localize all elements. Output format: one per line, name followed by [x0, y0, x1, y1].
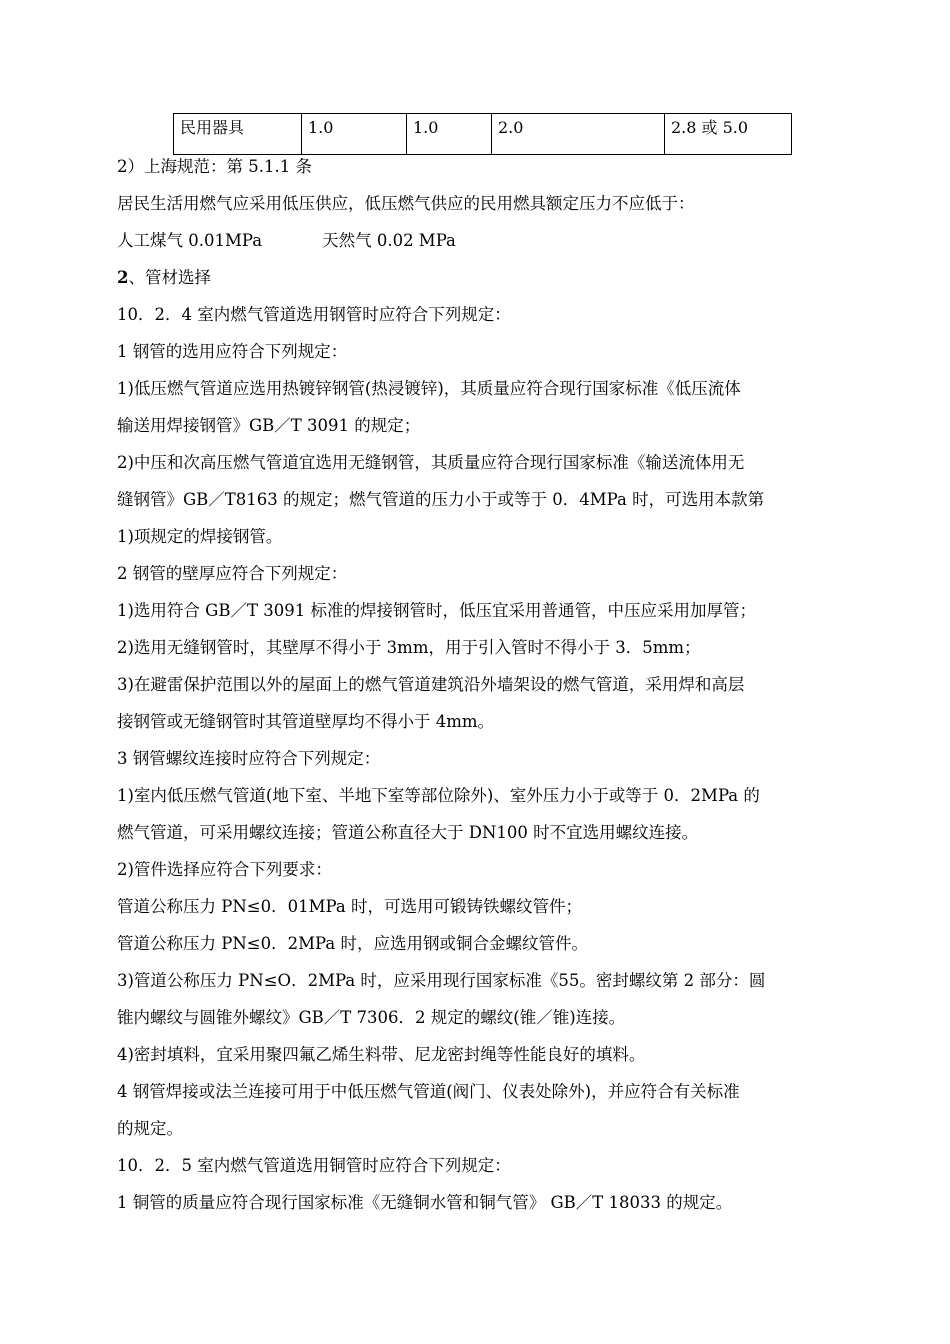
text-line: 2 钢管的壁厚应符合下列规定： [117, 564, 348, 583]
gas-value-artificial: 人工煤气 0.01MPa [117, 231, 263, 250]
text-line: 2)选用无缝钢管时，其壁厚不得小于 3mm，用于引入管时不得小于 3．5mm； [117, 638, 701, 657]
text-line: 4)密封填料，宜采用聚四氟乙烯生料带、尼龙密封绳等性能良好的填料。 [117, 1045, 646, 1064]
section-heading [117, 259, 837, 296]
text-line: 1)项规定的焊接钢管。 [117, 527, 283, 546]
gas-value-natural: 天然气 0.02 MPa [322, 231, 456, 250]
text-line: 3)在避雷保护范围以外的屋面上的燃气管道建筑沿外墙架设的燃气管道，采用焊和高层 [117, 675, 745, 694]
text-line: 1 钢管的选用应符合下列规定： [117, 342, 348, 361]
text-line: 3)管道公称压力 PN≤O．2MPa 时，应采用现行国家标准《55。密封螺纹第 2 部分：圆 [117, 971, 766, 990]
text-line: 输送用焊接钢管》GB／T 3091 的规定； [117, 416, 421, 435]
text-line: 3 钢管螺纹连接时应符合下列规定： [117, 749, 381, 768]
table-cell: 1.0 [407, 114, 492, 155]
text-line: 2)中压和次高压燃气管道宜选用无缝钢管，其质量应符合现行国家标准《输送流体用无 [117, 453, 745, 472]
text-line: 锥内螺纹与圆锥外螺纹》GB／T 7306．2 规定的螺纹(锥／锥)连接。 [117, 1008, 626, 1027]
table-cell: 民用器具 [174, 114, 302, 155]
section-number: 2 [117, 268, 129, 287]
text-line: 管道公称压力 PN≤0．2MPa 时，应选用钢或铜合金螺纹管件。 [117, 934, 588, 953]
text-line: 燃气管道，可采用螺纹连接；管道公称直径大于 DN100 时不宜选用螺纹连接。 [117, 823, 699, 842]
text-line: 1)低压燃气管道应选用热镀锌钢管(热浸镀锌)，其质量应符合现行国家标准《低压流体 [117, 379, 741, 398]
text-line: 接钢管或无缝钢管时其管道壁厚均不得小于 4mm。 [117, 712, 495, 731]
text-line: 4 钢管焊接或法兰连接可用于中低压燃气管道(阀门、仪表处除外)，并应符合有关标准 [117, 1082, 740, 1101]
text-line: 1)室内低压燃气管道(地下室、半地下室等部位除外)、室外压力小于或等于 0．2MPa 的 [117, 786, 760, 805]
body-text [117, 148, 837, 1221]
table-cell: 2.0 [492, 114, 665, 155]
section-title: 、管材选择 [128, 268, 211, 287]
text-line: 1)选用符合 GB／T 3091 标准的焊接钢管时，低压宜采用普通管，中压应采用加厚管； [117, 601, 756, 620]
text-line: 2)管件选择应符合下列要求： [117, 860, 332, 879]
text-line: 2）上海规范：第 5.1.1 条 [117, 157, 312, 176]
text-line: 缝钢管》GB／T8163 的规定；燃气管道的压力小于或等于 0．4MPa 时，可选用本款第 [117, 490, 765, 509]
table-cell: 2.8 或 5.0 [665, 114, 792, 155]
text-line: 居民生活用燃气应采用低压供应，低压燃气供应的民用燃具额定压力不应低于： [117, 194, 695, 213]
text-line: 10．2．5 室内燃气管道选用铜管时应符合下列规定： [117, 1156, 511, 1175]
text-line: 的规定。 [117, 1119, 183, 1138]
text-line: 管道公称压力 PN≤0．01MPa 时，可选用可锻铸铁螺纹管件； [117, 897, 582, 916]
text-line [117, 222, 837, 259]
text-line: 10．2．4 室内燃气管道选用钢管时应符合下列规定： [117, 305, 511, 324]
text-line: 1 铜管的质量应符合现行国家标准《无缝铜水管和铜气管》 GB／T 18033 的规定。 [117, 1193, 733, 1212]
table-cell: 1.0 [302, 114, 407, 155]
